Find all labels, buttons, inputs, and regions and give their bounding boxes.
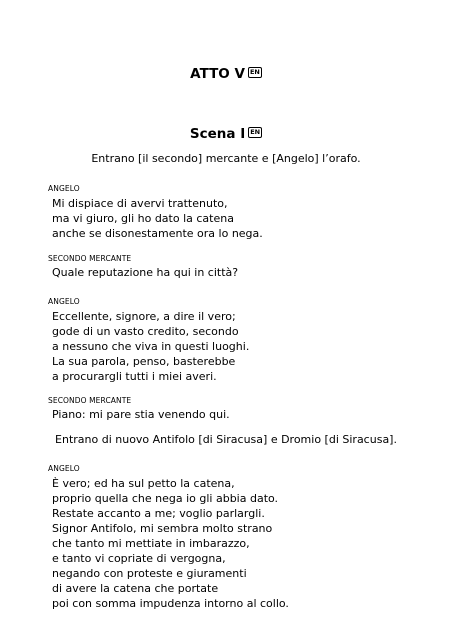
verse-line: Piano: mi pare stia venendo qui.	[52, 408, 230, 421]
stage-direction: Entrano [il secondo] mercante e [Angelo] l’orafo.	[91, 152, 361, 165]
speaker-name: ANGELO	[48, 297, 80, 306]
scene-title: Scena I	[189, 126, 246, 142]
verse-line: gode di un vasto credito, secondo	[52, 325, 239, 338]
act-heading	[0, 66, 452, 82]
scene-english-link-icon[interactable]: EN	[250, 127, 261, 136]
verse-line: proprio quella che nega io gli abbia dato.	[52, 492, 279, 505]
speaker-name: SECONDO MERCANTE	[48, 254, 132, 263]
stage-direction: Entrano di nuovo Antifolo [di Siracusa] e Dromio [di Siracusa].	[55, 433, 397, 446]
verse-line: Quale reputazione ha qui in città?	[52, 266, 239, 279]
verse-line: Eccellente, signore, a dire il vero;	[52, 310, 236, 323]
speech-lines	[52, 407, 230, 422]
verse-line: Signor Antifolo, mi sembra molto strano	[52, 522, 273, 535]
speech-lines	[52, 265, 238, 280]
speaker-name: ANGELO	[48, 184, 80, 193]
verse-line: La sua parola, penso, basterebbe	[52, 355, 236, 368]
verse-line: anche se disonestamente ora lo nega.	[52, 227, 263, 240]
verse-line: È vero; ed ha sul petto la catena,	[52, 477, 235, 490]
verse-line: a procurargli tutti i miei averi.	[52, 370, 217, 383]
verse-line: a nessuno che viva in questi luoghi.	[52, 340, 250, 353]
speech-lines	[52, 476, 289, 611]
speaker-name: ANGELO	[48, 464, 80, 473]
verse-line: di avere la catena che portate	[52, 582, 219, 595]
speech-lines	[52, 196, 263, 241]
verse-line: negando con proteste e giuramenti	[52, 567, 247, 580]
verse-line: e tanto vi copriate di vergogna,	[52, 552, 226, 565]
verse-line: ma vi giuro, gli ho dato la catena	[52, 212, 234, 225]
verse-line: Restate accanto a me; voglio parlargli.	[52, 507, 265, 520]
scene-heading	[0, 126, 452, 142]
verse-line: poi con somma impudenza intorno al collo.	[52, 597, 289, 610]
speaker-name: SECONDO MERCANTE	[48, 396, 132, 405]
act-english-link-icon[interactable]: EN	[249, 67, 260, 76]
verse-line: che tanto mi mettiate in imbarazzo,	[52, 537, 250, 550]
verse-line: Mi dispiace di avervi trattenuto,	[52, 197, 228, 210]
act-title: ATTO V	[190, 66, 245, 82]
speech-lines	[52, 309, 249, 384]
